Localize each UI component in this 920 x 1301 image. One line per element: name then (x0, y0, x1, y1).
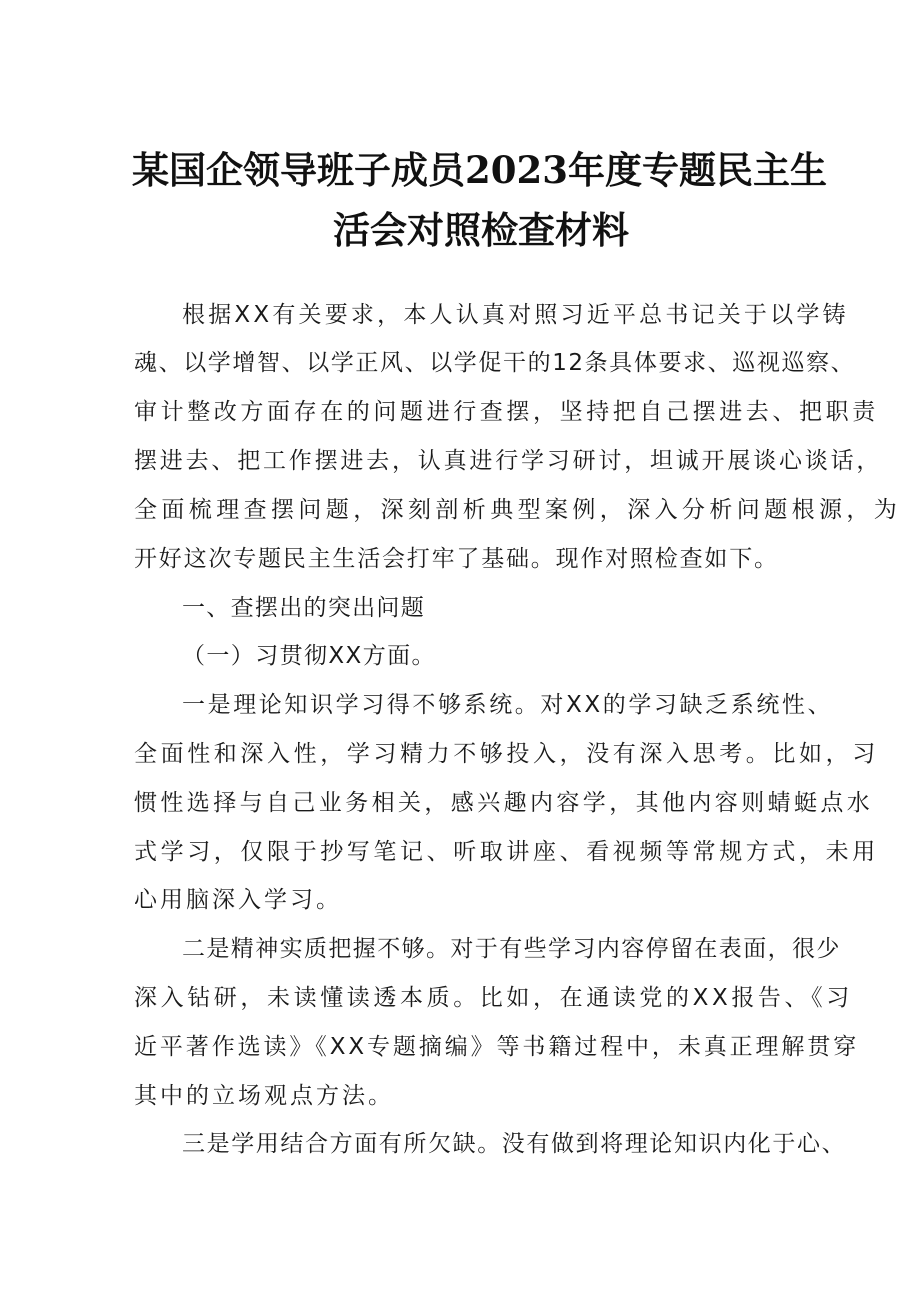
paragraph-line: 惯性选择与自己业务相关，感兴趣内容学，其他内容则蜻蜓点水 (134, 790, 874, 816)
subsection-heading: （一）习贯彻XX方面。 (182, 643, 436, 669)
paragraph-line: 一是理论知识学习得不够系统。对XX的学习缺乏系统性、 (182, 692, 834, 718)
paragraph-line: 开好这次专题民主生活会打牢了基础。现作对照检查如下。 (134, 546, 779, 572)
paragraph-line: 魂、以学增智、以学正风、以学促干的12条具体要求、巡视巡察、 (134, 350, 856, 376)
paragraph-line: 式学习，仅限于抄写笔记、听取讲座、看视频等常规方式，未用 (134, 839, 879, 865)
document-title-line-2: 活会对照检查材料 (333, 208, 629, 252)
paragraph-line: 深入钻研，未读懂读透本质。比如，在通读党的XX报告、《习 (134, 985, 853, 1011)
paragraph-line: 审计整改方面存在的问题进行查摆，坚持把自己摆进去、把职责 (134, 399, 879, 425)
paragraph-line: 全面梳理查摆问题，深刻剖析典型案例，深入分析问题根源，为 (134, 497, 902, 523)
paragraph-line: 根据XX有关要求，本人认真对照习近平总书记关于以学铸 (182, 302, 849, 328)
paragraph-line: 其中的立场观点方法。 (134, 1083, 394, 1109)
paragraph-line: 摆进去、把工作摆进去，认真进行学习研讨，坦诚开展谈心谈话， (134, 448, 883, 474)
paragraph-line: 全面性和深入性，学习精力不够投入，没有深入思考。比如，习 (134, 741, 879, 767)
paragraph-line: 三是学用结合方面有所欠缺。没有做到将理论知识内化于心、 (182, 1131, 847, 1157)
document-title-line-1: 某国企领导班子成员2023年度专题民主生 (132, 148, 827, 192)
paragraph-line: 心用脑深入学习。 (134, 887, 342, 913)
paragraph-line: 近平著作选读》《XX专题摘编》等书籍过程中，未真正理解贯穿 (134, 1034, 860, 1060)
paragraph-line: 二是精神实质把握不够。对于有些学习内容停留在表面，很少 (182, 936, 841, 962)
section-heading: 一、查摆出的突出问题 (182, 595, 425, 621)
